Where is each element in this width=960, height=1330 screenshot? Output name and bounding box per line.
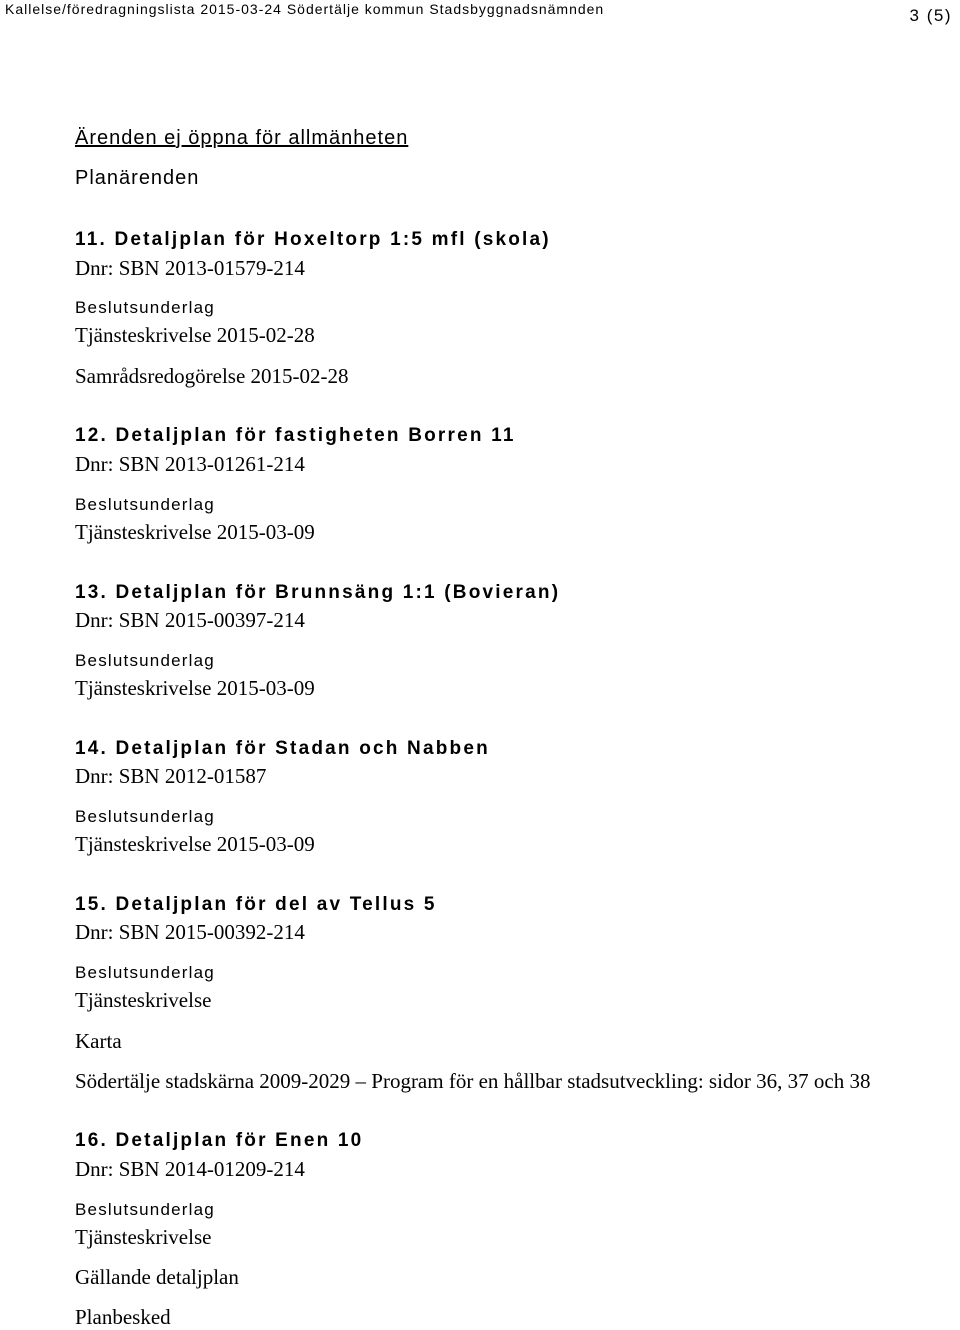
- item-heading: 12. Detaljplan för fastigheten Borren 11: [75, 425, 516, 446]
- item-heading: 13. Detaljplan för Brunnsäng 1:1 (Bovieran): [75, 582, 561, 603]
- page-number: 3 (5): [909, 6, 952, 25]
- item-label: Beslutsunderlag: [75, 963, 215, 982]
- item-dnr: Dnr: SBN 2012-01587: [75, 764, 267, 788]
- item-heading: 11. Detaljplan för Hoxeltorp 1:5 mfl (skola): [75, 229, 551, 250]
- item-heading: 14. Detaljplan för Stadan och Nabben: [75, 738, 490, 759]
- item-doc: Gällande detaljplan: [75, 1265, 239, 1289]
- item-doc: Tjänsteskrivelse 2015-02-28: [75, 323, 315, 347]
- item-dnr: Dnr: SBN 2015-00392-214: [75, 920, 305, 944]
- item-dnr: Dnr: SBN 2014-01209-214: [75, 1157, 305, 1181]
- item-heading: 16. Detaljplan för Enen 10: [75, 1130, 364, 1151]
- item-doc: Tjänsteskrivelse: [75, 1225, 212, 1249]
- item-label: Beslutsunderlag: [75, 651, 215, 670]
- item-label: Beslutsunderlag: [75, 298, 215, 317]
- item-doc: Tjänsteskrivelse 2015-03-09: [75, 832, 315, 856]
- running-head: Kallelse/föredragningslista 2015-03-24 Södertälje kommun Stadsbyggnadsnämnden: [5, 1, 605, 17]
- item-dnr: Dnr: SBN 2013-01579-214: [75, 256, 305, 280]
- item-doc: Södertälje stadskärna 2009-2029 – Program för en hållbar stadsutveckling: sidor 36, 37 och 38: [75, 1069, 871, 1093]
- item-doc: Tjänsteskrivelse 2015-03-09: [75, 520, 315, 544]
- item-label: Beslutsunderlag: [75, 1200, 215, 1219]
- item-doc: Tjänsteskrivelse: [75, 988, 212, 1012]
- item-dnr: Dnr: SBN 2013-01261-214: [75, 452, 305, 476]
- item-doc: Planbesked: [75, 1305, 171, 1329]
- item-doc: Karta: [75, 1029, 122, 1053]
- section-subtitle: Planärenden: [75, 167, 200, 189]
- section-title[interactable]: [75, 127, 408, 150]
- item-label: Beslutsunderlag: [75, 807, 215, 826]
- item-doc: Samrådsredogörelse 2015-02-28: [75, 364, 349, 388]
- item-heading: 15. Detaljplan för del av Tellus 5: [75, 894, 437, 915]
- item-doc: Tjänsteskrivelse 2015-03-09: [75, 676, 315, 700]
- item-label: Beslutsunderlag: [75, 495, 215, 514]
- item-dnr: Dnr: SBN 2015-00397-214: [75, 608, 305, 632]
- section-title-link[interactable]: Ärenden ej öppna för allmänheten: [75, 127, 409, 149]
